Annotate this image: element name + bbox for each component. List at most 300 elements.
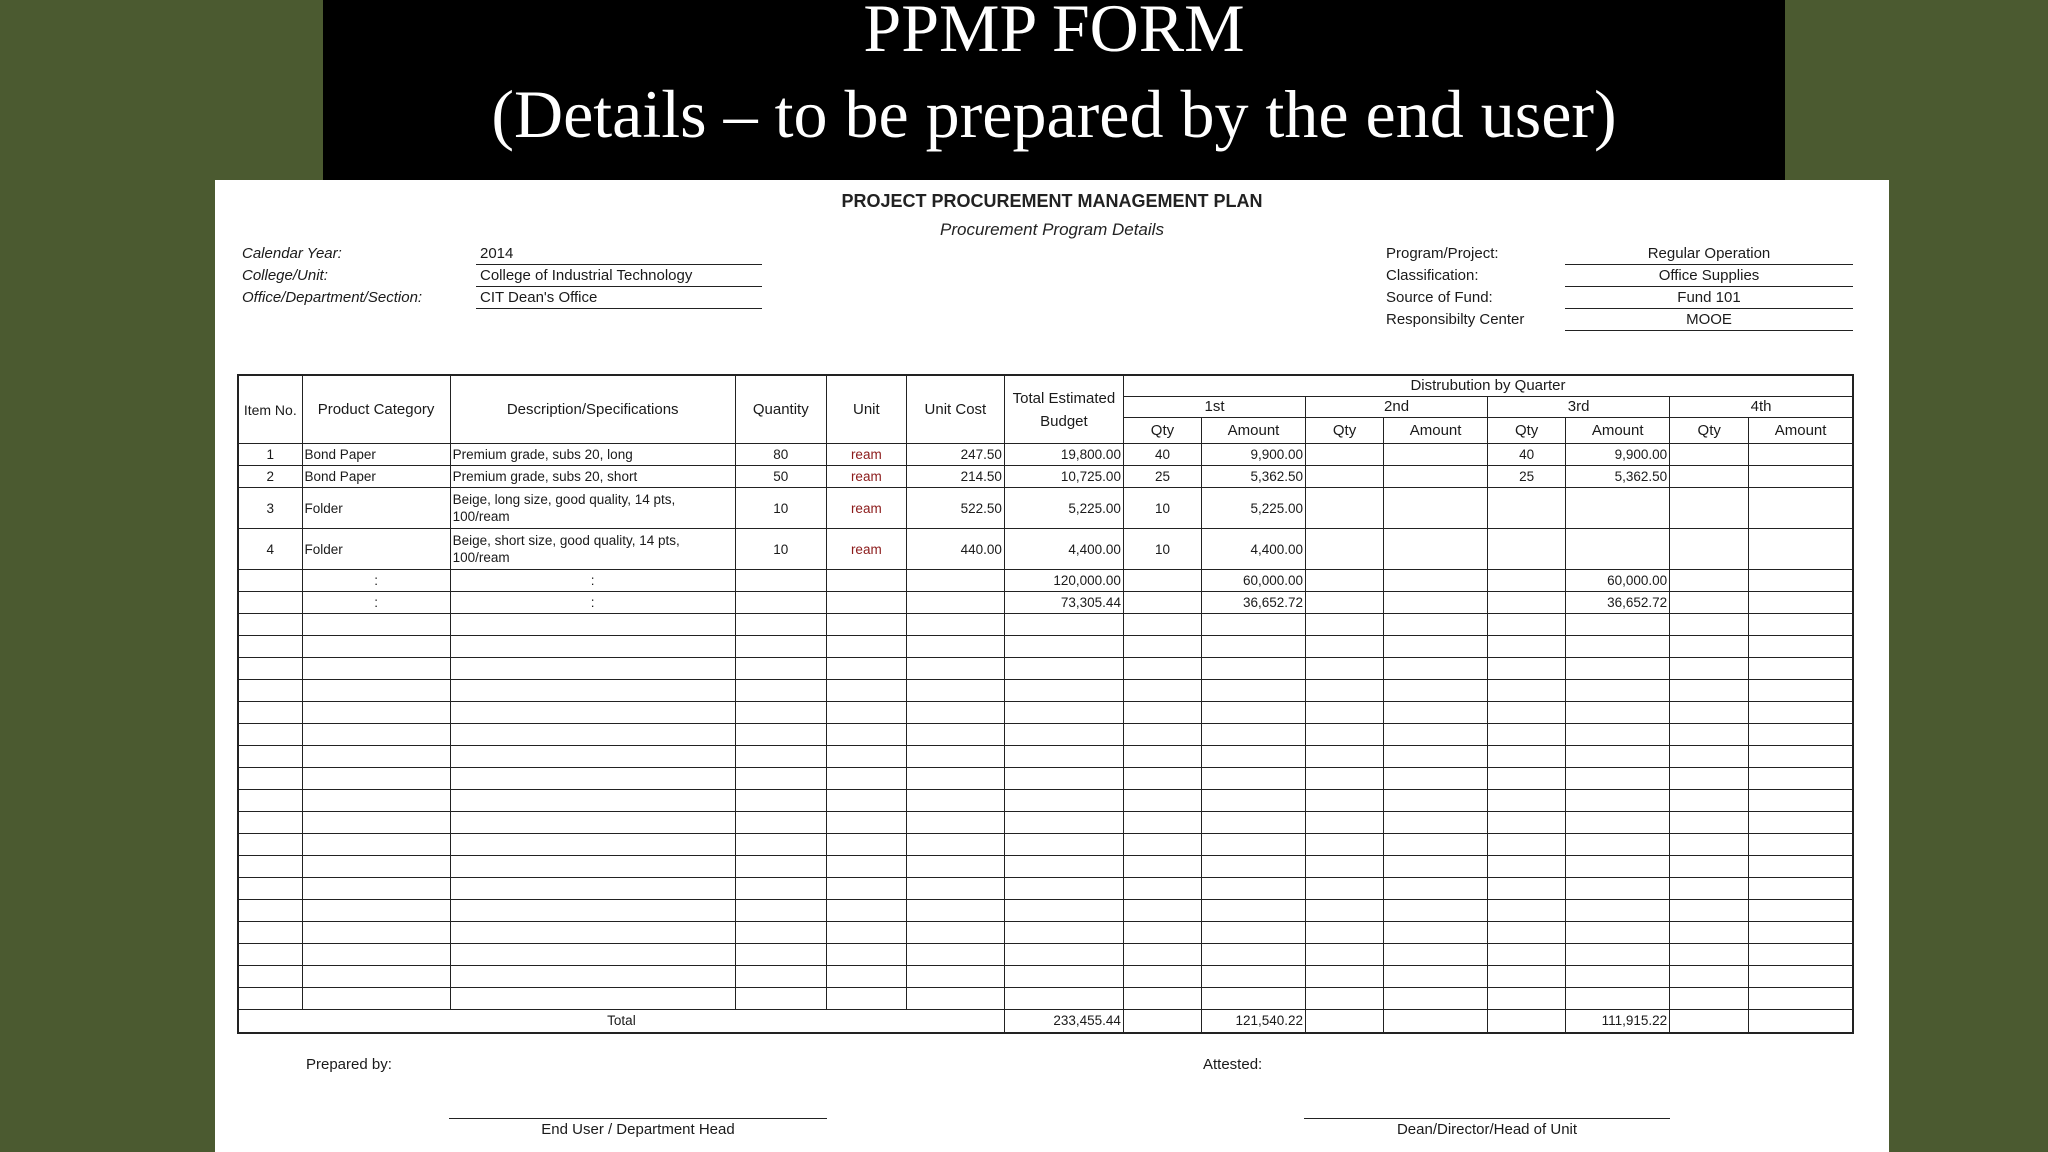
empty-cell [238,878,302,900]
document-title: PROJECT PROCUREMENT MANAGEMENT PLAN [841,191,1263,211]
empty-cell [1749,680,1853,702]
empty-cell [1566,658,1670,680]
empty-cell [238,768,302,790]
empty-cell [1123,900,1201,922]
empty-cell [1670,856,1749,878]
cell-q4-amt [1749,592,1853,614]
empty-cell [1749,834,1853,856]
total-row [238,1010,1853,1033]
responsibility-center-field [1386,309,1866,331]
empty-cell [1488,944,1566,966]
header-total-budget: Total Estimated Budget [1004,375,1123,444]
empty-cell [1384,988,1488,1010]
empty-cell [1566,614,1670,636]
empty-cell [1384,658,1488,680]
cell-q3-qty [1488,570,1566,592]
end-user-signature-line: End User / Department Head [449,1118,827,1138]
empty-cell [1566,746,1670,768]
empty-cell [238,702,302,724]
header-qty: Qty [1123,418,1201,444]
empty-cell [1306,878,1384,900]
empty-cell [1384,614,1488,636]
header-distribution: Distrubution by Quarter [1123,375,1853,397]
cell-category: Folder [302,529,450,570]
source-of-fund-field [1386,287,1866,309]
empty-cell [1749,966,1853,988]
empty-cell [826,966,906,988]
header-amount: Amount [1384,418,1488,444]
cell-q2-amt [1384,488,1488,529]
cell-total: 4,400.00 [1004,529,1123,570]
empty-cell [1384,834,1488,856]
empty-cell [238,834,302,856]
empty-cell [302,834,450,856]
empty-cell [906,834,1004,856]
empty-cell [1749,900,1853,922]
empty-cell [826,768,906,790]
empty-cell [1384,702,1488,724]
empty-cell [906,812,1004,834]
field-value: MOOE [1565,309,1853,331]
empty-cell [906,966,1004,988]
cell-description: Beige, short size, good quality, 14 pts, 100/ream [450,529,735,570]
empty-cell [1488,856,1566,878]
empty-cell [906,856,1004,878]
empty-cell [1306,746,1384,768]
empty-cell [1749,812,1853,834]
empty-cell [1749,878,1853,900]
empty-cell [1384,812,1488,834]
empty-cell [450,944,735,966]
header-product-category: Product Category [302,375,450,444]
cell-q2-qty [1306,466,1384,488]
cell-unit: ream [826,529,906,570]
empty-cell [1566,724,1670,746]
empty-cell [238,746,302,768]
cell-q2-amt [1384,444,1488,466]
empty-cell [826,922,906,944]
empty-cell [1488,614,1566,636]
cell-q2-qty [1306,592,1384,614]
empty-cell [1004,614,1123,636]
cell-description: Premium grade, subs 20, short [450,466,735,488]
empty-cell [1004,856,1123,878]
empty-cell [1201,856,1305,878]
cell-item: 4 [238,529,302,570]
empty-cell [1670,944,1749,966]
empty-cell [1306,702,1384,724]
empty-cell [1123,702,1201,724]
cell-q1-amt: 5,362.50 [1201,466,1305,488]
empty-cell [450,746,735,768]
header-amount: Amount [1566,418,1670,444]
cell-item [238,592,302,614]
empty-cell [1488,988,1566,1010]
empty-cell [450,724,735,746]
empty-cell [1123,966,1201,988]
empty-cell [735,966,826,988]
cell-q4-qty [1670,444,1749,466]
cell-unit-cost [906,570,1004,592]
empty-cell [1488,724,1566,746]
empty-cell [1306,658,1384,680]
empty-cell [1004,768,1123,790]
cell-q3-amt: 5,362.50 [1566,466,1670,488]
field-label: College/Unit: [242,267,328,284]
cell-q2-amt [1384,570,1488,592]
slide-title: PPMP FORM [863,0,1245,66]
empty-cell [1670,702,1749,724]
empty-row [238,834,1853,856]
empty-cell [1201,944,1305,966]
field-label: Responsibilty Center [1386,311,1525,328]
empty-cell [1201,680,1305,702]
classification-field [1386,265,1866,287]
empty-cell [238,900,302,922]
empty-cell [1004,790,1123,812]
empty-cell [826,702,906,724]
table-row [238,488,1853,529]
cell-quantity [735,570,826,592]
header-amount: Amount [1749,418,1853,444]
empty-cell [1566,834,1670,856]
cell-q3-qty: 40 [1488,444,1566,466]
slide-title-banner [323,0,1785,180]
empty-cell [1123,658,1201,680]
table-row [238,529,1853,570]
empty-cell [906,878,1004,900]
empty-cell [450,702,735,724]
empty-cell [238,680,302,702]
header-amount: Amount [1201,418,1305,444]
cell-item [238,570,302,592]
attested-label: Attested: [1203,1056,1263,1073]
empty-cell [1004,878,1123,900]
empty-cell [1123,746,1201,768]
empty-cell [826,746,906,768]
empty-cell [1123,790,1201,812]
empty-cell [1566,790,1670,812]
cell-unit: ream [826,444,906,466]
empty-cell [302,812,450,834]
empty-cell [450,878,735,900]
empty-cell [1670,746,1749,768]
empty-cell [1670,680,1749,702]
empty-row [238,702,1853,724]
empty-cell [1384,944,1488,966]
cell-q3-qty: 25 [1488,466,1566,488]
empty-cell [238,988,302,1010]
cell-category: Folder [302,488,450,529]
empty-cell [735,680,826,702]
empty-cell [1749,658,1853,680]
empty-cell [1306,812,1384,834]
header-quarter-1st: 1st [1123,397,1305,418]
empty-cell [1384,856,1488,878]
empty-cell [735,834,826,856]
empty-cell [1201,724,1305,746]
header-qty: Qty [1670,418,1749,444]
field-value: Regular Operation [1565,243,1853,265]
cell-unit [826,592,906,614]
field-label: Classification: [1386,267,1479,284]
empty-cell [302,966,450,988]
header-unit-cost: Unit Cost [906,375,1004,444]
cell-q1-amt: 36,652.72 [1201,592,1305,614]
cell-category: : [302,592,450,614]
empty-cell [1123,834,1201,856]
empty-cell [1004,834,1123,856]
field-label: Source of Fund: [1386,289,1493,306]
empty-cell [1566,944,1670,966]
empty-cell [1306,988,1384,1010]
cell-q2-qty [1306,570,1384,592]
empty-cell [1670,922,1749,944]
empty-cell [1306,966,1384,988]
empty-cell [906,922,1004,944]
empty-cell [906,746,1004,768]
empty-cell [1306,944,1384,966]
empty-cell [735,944,826,966]
empty-cell [1201,922,1305,944]
table-row [238,592,1853,614]
empty-cell [1488,878,1566,900]
empty-cell [1749,922,1853,944]
empty-cell [826,724,906,746]
empty-cell [450,768,735,790]
cell-q4-qty [1670,592,1749,614]
empty-cell [735,988,826,1010]
table-row [238,444,1853,466]
empty-cell [906,790,1004,812]
header-unit: Unit [826,375,906,444]
header-item-no: Item No. [238,375,302,444]
empty-cell [906,702,1004,724]
empty-row [238,944,1853,966]
cell-q1-amt: 4,400.00 [1201,529,1305,570]
cell-quantity: 10 [735,488,826,529]
empty-cell [735,900,826,922]
empty-cell [1123,988,1201,1010]
empty-cell [1004,702,1123,724]
empty-cell [1566,966,1670,988]
empty-cell [238,922,302,944]
empty-cell [1488,812,1566,834]
empty-cell [826,878,906,900]
header-quarter-2nd: 2nd [1306,397,1488,418]
empty-row [238,768,1853,790]
empty-cell [1384,1010,1488,1033]
empty-cell [1566,702,1670,724]
total-q1-amount: 121,540.22 [1201,1010,1305,1033]
empty-cell [1670,724,1749,746]
empty-cell [826,834,906,856]
empty-cell [1123,680,1201,702]
empty-cell [1749,768,1853,790]
empty-cell [1488,658,1566,680]
empty-cell [826,812,906,834]
cell-unit-cost: 440.00 [906,529,1004,570]
empty-cell [1670,878,1749,900]
empty-cell [302,944,450,966]
empty-cell [302,636,450,658]
empty-cell [1306,922,1384,944]
cell-q3-amt: 9,900.00 [1566,444,1670,466]
field-label: Office/Department/Section: [242,289,423,306]
cell-total: 5,225.00 [1004,488,1123,529]
empty-cell [1566,856,1670,878]
cell-q1-qty: 10 [1123,529,1201,570]
empty-cell [450,966,735,988]
empty-cell [1201,900,1305,922]
empty-cell [1488,1010,1566,1033]
empty-cell [826,900,906,922]
empty-cell [1384,768,1488,790]
cell-total: 19,800.00 [1004,444,1123,466]
cell-q4-amt [1749,570,1853,592]
empty-cell [1749,636,1853,658]
empty-cell [1306,834,1384,856]
header-quarter-4th: 4th [1670,397,1853,418]
empty-cell [1670,812,1749,834]
cell-q1-amt: 5,225.00 [1201,488,1305,529]
empty-cell [1488,702,1566,724]
empty-cell [1201,834,1305,856]
empty-cell [735,636,826,658]
empty-cell [1488,900,1566,922]
cell-q3-qty [1488,488,1566,529]
cell-q1-amt: 60,000.00 [1201,570,1305,592]
empty-cell [238,966,302,988]
empty-cell [1201,614,1305,636]
empty-row [238,856,1853,878]
empty-cell [238,636,302,658]
empty-cell [1201,812,1305,834]
cell-quantity: 80 [735,444,826,466]
field-value: Office Supplies [1565,265,1853,287]
empty-cell [1670,636,1749,658]
empty-cell [238,724,302,746]
cell-item: 2 [238,466,302,488]
empty-row [238,724,1853,746]
empty-cell [1749,614,1853,636]
cell-q4-amt [1749,529,1853,570]
empty-cell [1123,812,1201,834]
empty-cell [735,812,826,834]
empty-cell [302,724,450,746]
header-quantity: Quantity [735,375,826,444]
empty-cell [1306,1010,1384,1033]
cell-item: 1 [238,444,302,466]
empty-cell [450,614,735,636]
empty-cell [1004,812,1123,834]
cell-q3-qty [1488,592,1566,614]
empty-cell [1384,966,1488,988]
cell-q3-qty [1488,529,1566,570]
empty-cell [1123,856,1201,878]
cell-q1-qty [1123,592,1201,614]
empty-cell [906,658,1004,680]
cell-total: 10,725.00 [1004,466,1123,488]
empty-cell [450,834,735,856]
empty-cell [735,614,826,636]
empty-cell [1201,636,1305,658]
empty-cell [1670,834,1749,856]
empty-cell [1201,746,1305,768]
empty-cell [1670,614,1749,636]
cell-q1-qty [1123,570,1201,592]
field-label: Calendar Year: [242,245,342,262]
empty-cell [238,856,302,878]
header-quarter-3rd: 3rd [1488,397,1670,418]
empty-cell [1123,614,1201,636]
empty-row [238,988,1853,1010]
cell-q1-qty: 40 [1123,444,1201,466]
cell-q4-qty [1670,466,1749,488]
empty-cell [1488,834,1566,856]
header-qty: Qty [1306,418,1384,444]
empty-cell [826,944,906,966]
cell-q3-amt [1566,529,1670,570]
empty-cell [1201,702,1305,724]
empty-cell [450,658,735,680]
empty-cell [906,614,1004,636]
empty-cell [1004,900,1123,922]
table-row [238,466,1853,488]
empty-cell [826,856,906,878]
empty-cell [1566,988,1670,1010]
cell-quantity: 10 [735,529,826,570]
document-subtitle: Procurement Program Details [940,220,1164,239]
empty-cell [1306,614,1384,636]
empty-row [238,790,1853,812]
empty-cell [1123,922,1201,944]
ppmp-document [215,180,1889,1152]
empty-cell [302,680,450,702]
empty-row [238,658,1853,680]
empty-cell [735,702,826,724]
empty-cell [1306,790,1384,812]
empty-cell [1201,658,1305,680]
empty-cell [1670,988,1749,1010]
empty-cell [1488,966,1566,988]
empty-cell [1566,636,1670,658]
cell-q4-amt [1749,444,1853,466]
empty-cell [238,944,302,966]
empty-cell [1749,944,1853,966]
cell-q3-amt [1566,488,1670,529]
cell-q4-amt [1749,488,1853,529]
empty-cell [1488,636,1566,658]
cell-q1-amt: 9,900.00 [1201,444,1305,466]
empty-row [238,900,1853,922]
cell-unit: ream [826,466,906,488]
empty-cell [906,724,1004,746]
empty-cell [1488,768,1566,790]
empty-cell [1384,922,1488,944]
empty-row [238,614,1853,636]
empty-cell [1749,746,1853,768]
empty-cell [302,746,450,768]
empty-cell [1384,878,1488,900]
empty-cell [302,856,450,878]
prepared-by-label: Prepared by: [306,1056,392,1073]
empty-cell [826,614,906,636]
empty-cell [1004,658,1123,680]
cell-unit [826,570,906,592]
total-budget: 233,455.44 [1004,1010,1123,1033]
total-q3-amount: 111,915.22 [1566,1010,1670,1033]
